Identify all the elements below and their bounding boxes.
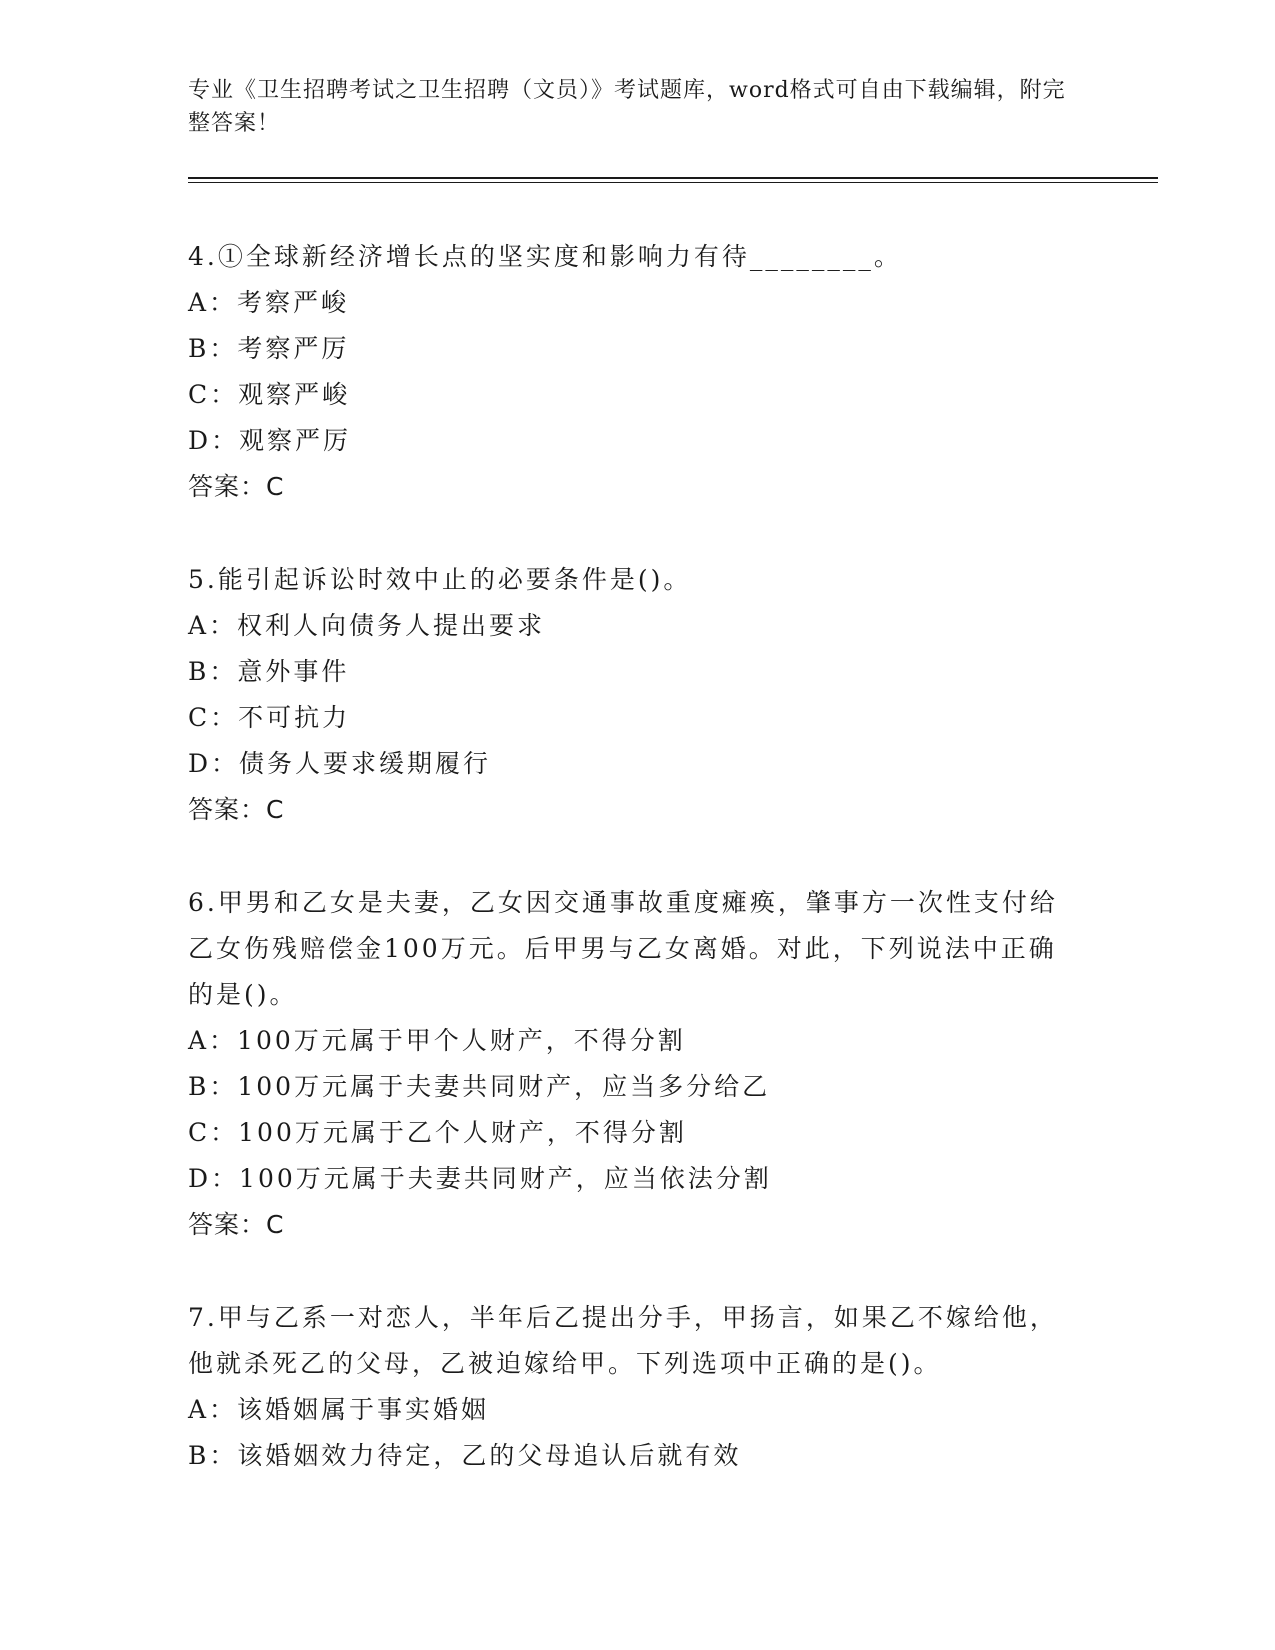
question-5 (188, 557, 1068, 833)
question-4 (188, 234, 1068, 510)
answer-line: 答案：C (188, 1210, 285, 1239)
option-a: A：100万元属于甲个人财产，不得分割 (188, 1026, 686, 1055)
option-c: C：100万元属于乙个人财产，不得分割 (188, 1118, 687, 1147)
answer-line: 答案：C (188, 795, 285, 824)
header-divider-thin (188, 182, 1158, 183)
question-6 (188, 880, 1068, 1248)
option-a: A：该婚姻属于事实婚姻 (188, 1395, 490, 1424)
option-d: D：观察严厉 (188, 426, 352, 455)
option-b: B：考察严厉 (188, 334, 350, 363)
option-c: C：不可抗力 (188, 703, 351, 732)
option-d: D：债务人要求缓期履行 (188, 749, 492, 778)
question-text: 4.①全球新经济增长点的坚实度和影响力有待________。 (188, 242, 902, 271)
question-7 (188, 1295, 1068, 1479)
option-b: B：该婚姻效力待定，乙的父母追认后就有效 (188, 1441, 742, 1470)
option-d: D：100万元属于夫妻共同财产，应当依法分割 (188, 1164, 772, 1193)
option-a: A：考察严峻 (188, 288, 350, 317)
option-b: B：意外事件 (188, 657, 350, 686)
option-c: C：观察严峻 (188, 380, 351, 409)
question-text: 7.甲与乙系一对恋人，半年后乙提出分手，甲扬言，如果乙不嫁给他，他就杀死乙的父母，乙被迫嫁给甲。下列选项中正确的是()。 (188, 1303, 1058, 1378)
question-text: 6.甲男和乙女是夫妻，乙女因交通事故重度瘫痪，肇事方一次性支付给乙女伤残赔偿金100万元。后甲男与乙女离婚。对此，下列说法中正确的是()。 (188, 888, 1058, 1009)
answer-line: 答案：C (188, 472, 285, 501)
question-list (188, 234, 1068, 1526)
option-b: B：100万元属于夫妻共同财产，应当多分给乙 (188, 1072, 771, 1101)
option-a: A：权利人向债务人提出要求 (188, 611, 546, 640)
header-divider-thick (188, 177, 1158, 179)
document-header: 专业《卫生招聘考试之卫生招聘（文员）》考试题库，word格式可自由下载编辑，附完整答案！ (188, 78, 1066, 136)
question-text: 5.能引起诉讼时效中止的必要条件是()。 (188, 565, 692, 594)
